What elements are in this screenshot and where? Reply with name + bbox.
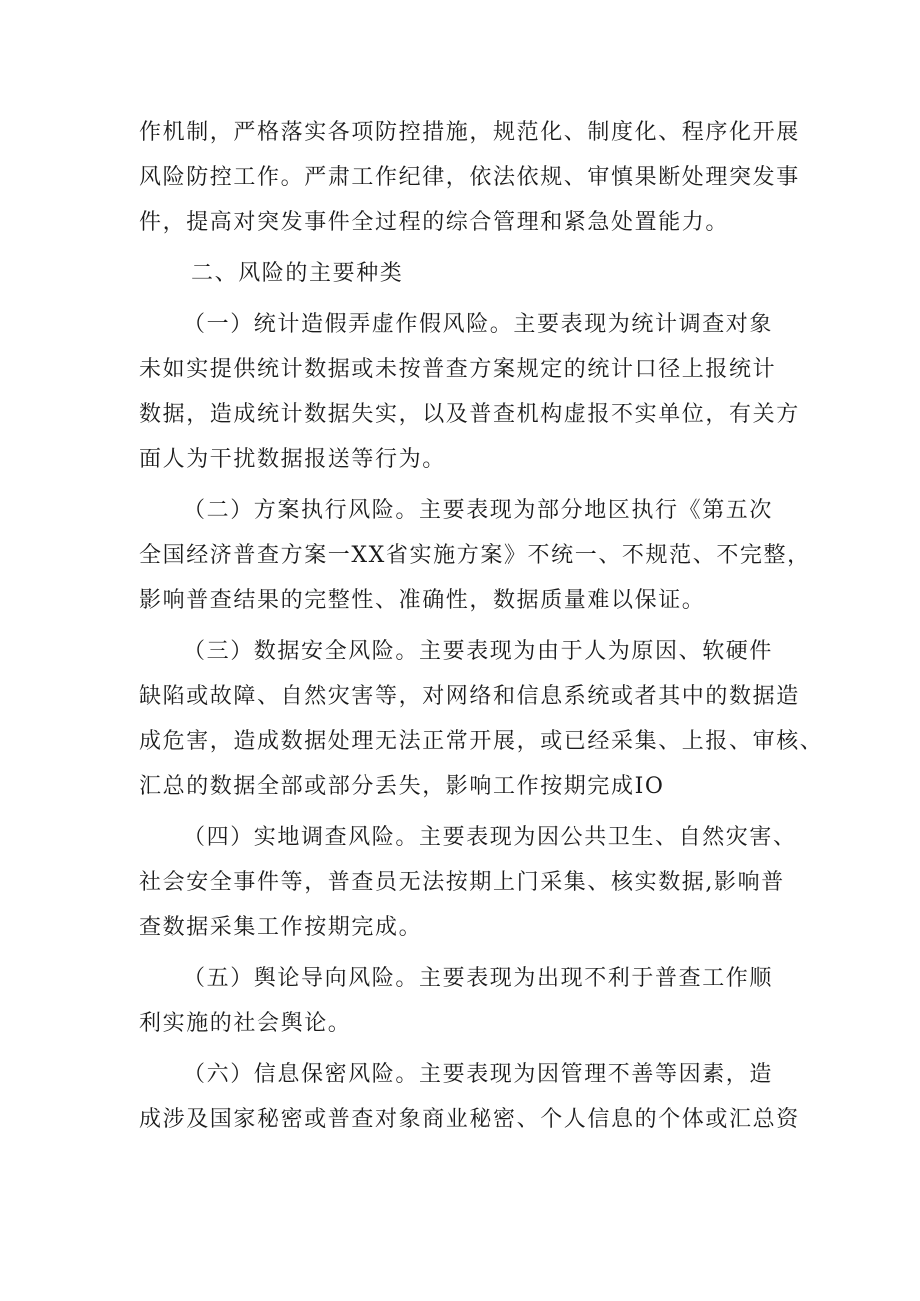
heading-text: 二、风险的主要种类: [191, 261, 404, 286]
text-line: 缺陷或故障、自然灾害等，对网络和信息系统或者其中的数据造: [139, 684, 800, 709]
paragraph-item-2: [139, 488, 811, 623]
paragraph-item-4: [139, 815, 797, 950]
text-line: 数据，造成统计数据失实，以及普查机构虚报不实单位，有关方: [139, 402, 800, 427]
paragraph-item-6: [139, 1052, 800, 1142]
text-line: 影响普查结果的完整性、准确性，数据质量难以保证。: [139, 588, 706, 613]
text-line: 件，提高对突发事件全过程的综合管理和紧急处置能力。: [139, 210, 730, 235]
paragraph-item-3: [139, 629, 824, 809]
text-line: 面人为干扰数据报送等行为。: [139, 447, 446, 472]
text-line: 查数据采集工作按期完成。: [139, 915, 423, 940]
section-heading: [139, 251, 789, 296]
text-line: 未如实提供统计数据或未按普查方案规定的统计口径上报统计: [139, 357, 777, 382]
text-line: （六）信息保密风险。主要表现为因管理不善等因素，造: [183, 1062, 774, 1087]
text-line: （五）舆论导向风险。主要表现为出现不利于普查工作顺: [183, 966, 774, 991]
text-line: 全国经济普查方案一XX省实施方案》不统一、不规范、不完整，: [139, 543, 811, 568]
paragraph-item-5: [139, 956, 789, 1046]
text-line: 社会安全事件等，普查员无法按期上门采集、核实数据,影响普: [139, 870, 785, 895]
paragraph-intro: [139, 110, 800, 245]
text-line: 利实施的社会舆论。: [139, 1011, 352, 1036]
document-body: [139, 110, 824, 1142]
text-line: （一）统计造假弄虚作假风险。主要表现为统计调查对象: [183, 312, 774, 337]
text-line: 风险防控工作。严肃工作纪律，依法依规、审慎果断处理突发事: [139, 165, 800, 190]
text-line: 成危害，造成数据处理无法正常开展，或已经采集、上报、审核、: [139, 729, 824, 754]
text-line: （三）数据安全风险。主要表现为由于人为原因、软硬件: [183, 639, 774, 664]
text-line: 作机制，严格落实各项防控措施，规范化、制度化、程序化开展: [139, 120, 800, 145]
text-line: 汇总的数据全部或部分丢失，影响工作按期完成IO: [139, 774, 665, 799]
paragraph-item-1: [139, 302, 800, 482]
text-line: 成涉及国家秘密或普查对象商业秘密、个人信息的个体或汇总资: [139, 1107, 800, 1132]
text-line: （四）实地调查风险。主要表现为因公共卫生、自然灾害、: [183, 825, 797, 850]
text-line: （二）方案执行风险。主要表现为部分地区执行《第五次: [183, 498, 774, 523]
